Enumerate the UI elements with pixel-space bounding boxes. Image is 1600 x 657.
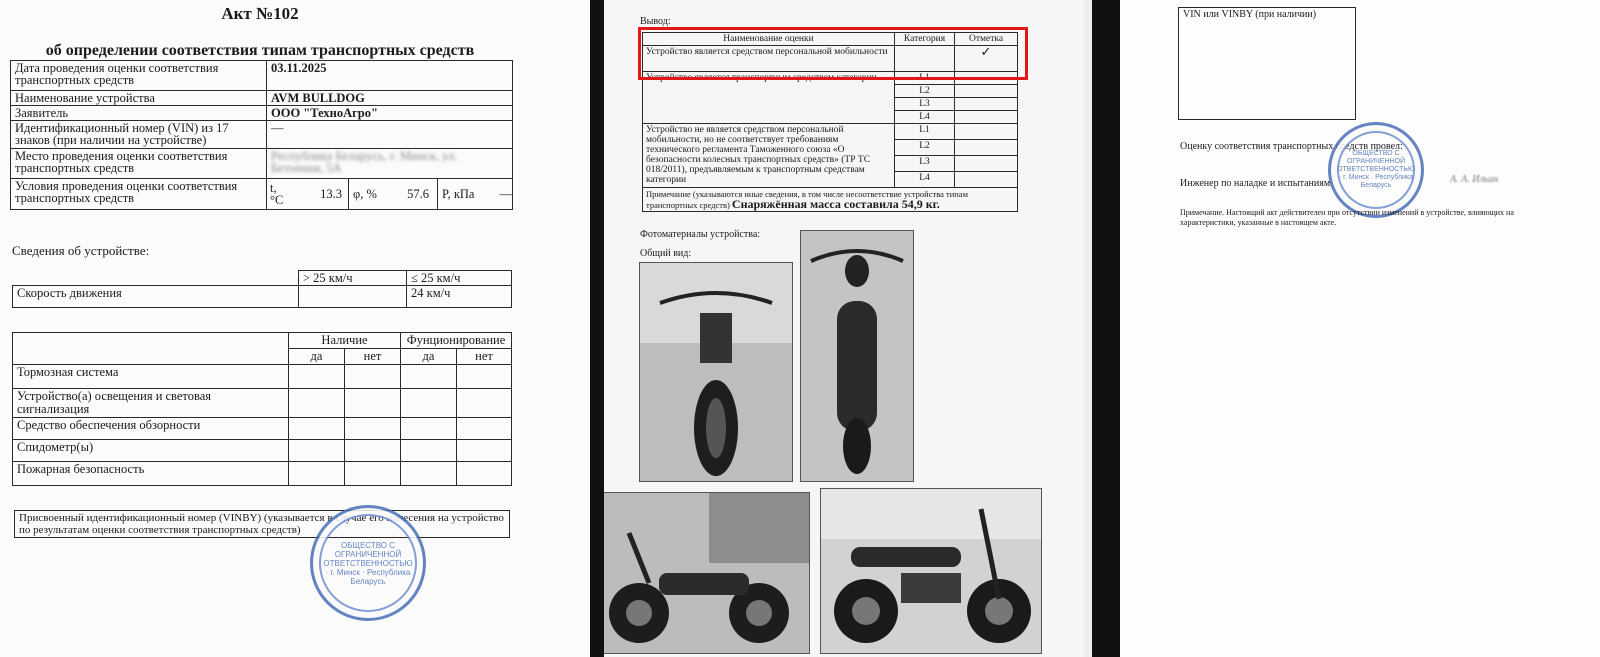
scooter-front-photo (640, 263, 792, 481)
category-cell: L1 (895, 72, 955, 85)
category-cell: L4 (895, 111, 955, 124)
vinby-table (14, 510, 510, 538)
row-pmd: Устройство является средством персональной мобильности (643, 46, 895, 72)
function-yes: да (401, 349, 457, 365)
info-label: Дата проведения оценки соответствия транспортных средств (11, 61, 267, 91)
info-row-vin (11, 121, 513, 149)
temp-label: t, °C (270, 181, 284, 207)
info-table (10, 60, 513, 210)
info-value: AVM BULLDOG (267, 91, 513, 106)
page-gap (590, 0, 604, 657)
speed-label: Скорость движения (13, 286, 299, 308)
scooter-top-photo (801, 231, 913, 481)
info-row-device (11, 91, 513, 106)
act-page-3 (1120, 0, 1600, 657)
info-label: Наименование устройства (11, 91, 267, 106)
photos-heading: Фотоматериалы устройства: (640, 229, 761, 240)
function-header: Фунционирование (401, 333, 512, 349)
category-cell: L2 (895, 140, 955, 156)
info-value: ООО "ТехноАгро" (267, 106, 513, 121)
act-page-2 (604, 0, 1084, 657)
presence-yes: да (289, 349, 345, 365)
system-label: Устройство(а) освещения и световая сигнализация (13, 389, 289, 418)
presence-header: Наличие (289, 333, 401, 349)
photo-top-view (800, 230, 914, 482)
info-label: Место проведения оценки соответствия транспортных средств (11, 149, 267, 179)
system-label: Пожарная безопасность (13, 462, 289, 486)
system-label: Тормозная система (13, 365, 289, 389)
info-row-date (11, 61, 513, 91)
mass-note: Снаряжённая масса составила 54,9 кг. (731, 197, 940, 211)
scooter-left-photo (604, 493, 809, 653)
humidity-label: φ, % (353, 187, 377, 201)
highlight-box (638, 27, 1028, 80)
row-category: Устройство является транспортным средством категории (643, 72, 895, 124)
photo-right-side (820, 488, 1042, 654)
assessment-label: Оценку соответствия транспортных средств провел: (1180, 141, 1403, 152)
system-label: Спидометр(ы) (13, 440, 289, 462)
conclusion-heading: Вывод: (640, 16, 671, 27)
category-cell: L4 (895, 172, 955, 188)
stamp-text: ОБЩЕСТВО С ОГРАНИЧЕННОЙ ОТВЕТСТВЕННОСТЬЮ · г. Минск · Республика Беларусь (1336, 150, 1416, 189)
act-subtitle: об определении соответствия типам транспортных средств (45, 42, 475, 59)
category-cell: L3 (895, 98, 955, 111)
temp-value: 13.3 (320, 187, 342, 201)
act-page-1 (0, 0, 590, 657)
speed-table (12, 270, 512, 308)
info-label: Условия проведения оценки соответствия транспортных средств (11, 179, 267, 210)
category-cell: L1 (895, 124, 955, 140)
vinby-note: Присвоенный идентификационный номер (VINBY) (указывается в случае его нанесения на устройство по результатам оценки соответствия транспортных средств) (15, 511, 510, 538)
table-row (13, 365, 512, 389)
col-category-header: Категория (895, 33, 955, 46)
system-label: Средство обеспечения обзорности (13, 418, 289, 440)
speed-value: 24 км/ч (407, 286, 512, 308)
function-no: нет (457, 349, 512, 365)
note-text: Примечание (указываются иные сведения, в том числе несоответствие устройства типам транспортных средств) (646, 189, 968, 210)
company-stamp (1328, 122, 1424, 218)
info-row-conditions (11, 179, 513, 210)
final-note: Примечание. Настоящий акт действителен при отсутствии изменений в устройстве, влияющих на характеристики, указанные в настоящем акте. (1180, 208, 1514, 227)
info-row-place (11, 149, 513, 179)
speed-col-over: > 25 км/ч (299, 271, 407, 286)
systems-table (12, 332, 512, 486)
humidity-value: 57.6 (407, 187, 429, 201)
info-value-redacted: Республика Беларусь, г. Минск, ул. Бетонная, 5А (267, 149, 513, 179)
info-value: 03.11.2025 (267, 61, 513, 91)
col-mark-header: Отметка (955, 33, 1018, 46)
category-cell: L3 (895, 156, 955, 172)
pressure-label: P, кПа (442, 187, 475, 201)
page-gap (1084, 0, 1120, 657)
pressure-value: — (499, 187, 512, 201)
act-title: Акт №102 (221, 4, 299, 23)
stamp-text: ОБЩЕСТВО С ОГРАНИЧЕННОЙ ОТВЕТСТВЕННОСТЬЮ · г. Минск · Республика Беларусь (323, 540, 413, 586)
device-info-heading: Сведения об устройстве: (12, 243, 150, 258)
vin-box-label: VIN или VINBY (при наличии) (1179, 8, 1356, 120)
info-row-applicant (11, 106, 513, 121)
vin-table (1178, 7, 1356, 120)
table-row (13, 418, 512, 440)
photo-front-view (639, 262, 793, 482)
scooter-right-photo (821, 489, 1041, 653)
photo-left-side (604, 492, 810, 654)
speed-col-under: ≤ 25 км/ч (407, 271, 512, 286)
signature: А. А. Ильин (1450, 174, 1499, 185)
table-row (13, 462, 512, 486)
company-stamp (310, 505, 426, 621)
checkmark-icon: ✓ (955, 46, 1018, 72)
category-cell: L2 (895, 85, 955, 98)
row-noncompliant: Устройство не является средством персональной мобильности, но не соответствует требованиям технического регламента Таможенного союза «О безопасности колесных транспортных средств» (ТР ТС 018/2011), предъявляемым к транспортным средствам категории (643, 124, 895, 188)
table-row (13, 389, 512, 418)
general-view-label: Общий вид: (640, 248, 692, 259)
info-label: Заявитель (11, 106, 267, 121)
col-name-header: Наименование оценки (643, 33, 895, 46)
engineer-label: Инженер по наладке и испытаниям (1180, 178, 1331, 189)
table-row (13, 440, 512, 462)
presence-no: нет (345, 349, 401, 365)
info-value: — (267, 121, 513, 149)
info-label: Идентификационный номер (VIN) из 17 знаков (при наличии на устройстве) (11, 121, 267, 149)
